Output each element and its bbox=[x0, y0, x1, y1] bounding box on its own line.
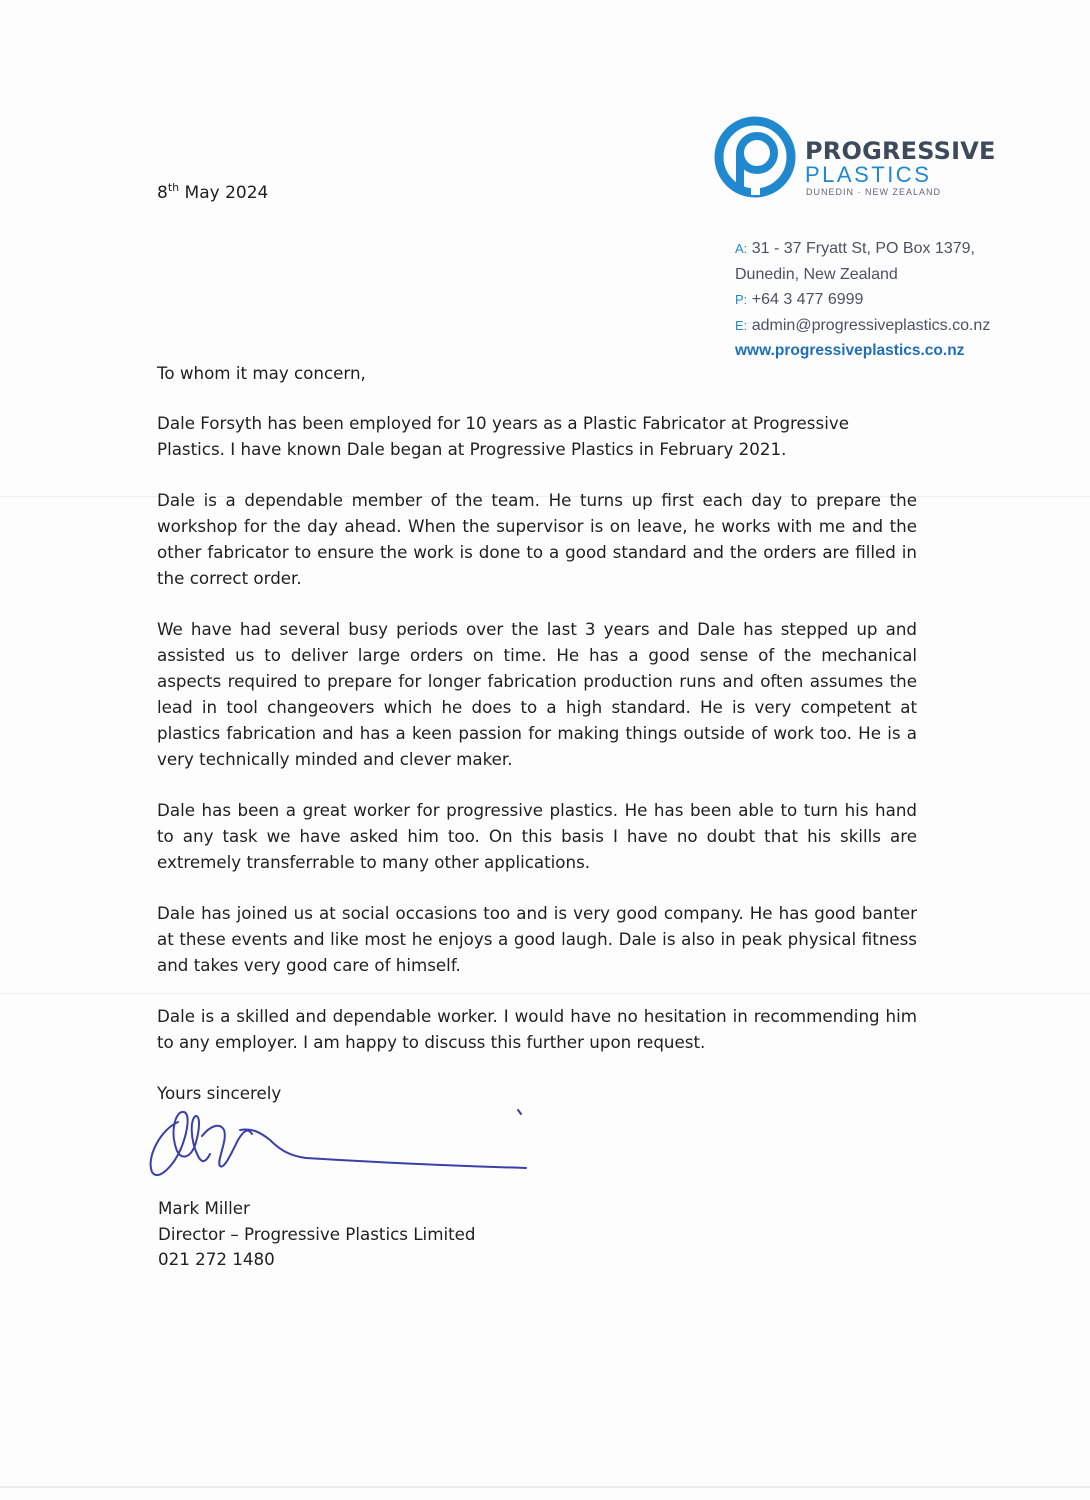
logo-wordmark-primary: PROGRESSIVE bbox=[805, 137, 996, 165]
phone-label: P: bbox=[735, 292, 748, 307]
signatory-title: Director – Progressive Plastics Limited bbox=[158, 1223, 476, 1244]
signature-block bbox=[158, 1196, 476, 1273]
paragraph: Dale has been a great worker for progressive plastics. He has been able to turn his hand to any task we have asked him too. On this basis I have no doubt that his skills are extremely transferrable to many other applications. bbox=[157, 800, 917, 872]
paragraph: Dale is a dependable member of the team. He turns up first each day to prepare the workshop for the day ahead. When the supervisor is on leave, he works with me and the other fabricator to ensure the work is done to a good standard and the orders are filled in the correct order. bbox=[157, 490, 917, 588]
date-day: 8 bbox=[157, 183, 168, 203]
address-line-2: Dunedin, New Zealand bbox=[735, 265, 898, 283]
address-text: 31 - 37 Fryatt St, PO Box 1379, bbox=[751, 240, 975, 257]
phone-line bbox=[735, 287, 990, 313]
address-label: A: bbox=[735, 241, 748, 256]
logo-location: DUNEDIN · NEW ZEALAND bbox=[806, 187, 942, 197]
signatory-name: Mark Miller bbox=[158, 1198, 250, 1218]
company-logo bbox=[713, 115, 1003, 203]
closing: Yours sincerely bbox=[157, 1083, 282, 1103]
website-link[interactable]: www.progressiveplastics.co.nz bbox=[735, 342, 965, 359]
paper-edge bbox=[0, 1486, 1090, 1488]
signatory-phone: 021 272 1480 bbox=[158, 1249, 275, 1269]
email-label: E: bbox=[735, 317, 748, 333]
paragraph: Dale Forsyth has been employed for 10 years as a Plastic Fabricator at Progressive Plastics. I have known Dale began at Progressive Plastics in February 2021. bbox=[157, 413, 849, 459]
address-line-1 bbox=[735, 236, 990, 262]
letter-date bbox=[157, 183, 268, 203]
email-address[interactable]: admin@progressiveplastics.co.nz bbox=[751, 316, 991, 334]
signature-icon bbox=[140, 1100, 540, 1190]
logo-wordmark-secondary: PLASTICS bbox=[805, 162, 932, 187]
salutation: To whom it may concern, bbox=[157, 363, 366, 383]
date-suffix: th bbox=[167, 181, 180, 194]
paragraph: We have had several busy periods over the last 3 years and Dale has stepped up and assisted us to deliver large orders on time. He has a good sense of the mechanical aspects required to prepare for longer fabrication production runs and often assumes the lead in tool changeovers which he does to a high standard. He is very competent at plastics fabrication and has a keen passion for making things outside of work too. He is a very technically minded and clever maker. bbox=[157, 619, 917, 769]
letter-body bbox=[157, 360, 917, 1106]
paragraph: Dale has joined us at social occasions too and is very good company. He has good banter at these events and like most he enjoys a good laugh. Dale is also in peak physical fitness and takes very good care of himself. bbox=[157, 903, 917, 975]
paragraph: Dale is a skilled and dependable worker. I would have no hesitation in recommending him to any employer. I am happy to discuss this further upon request. bbox=[157, 1006, 917, 1052]
email-line bbox=[735, 313, 990, 339]
phone-number: +64 3 477 6999 bbox=[751, 291, 864, 308]
date-month-year: May 2024 bbox=[179, 183, 269, 203]
contact-block bbox=[735, 236, 990, 364]
progressive-plastics-logo-icon bbox=[713, 115, 797, 199]
